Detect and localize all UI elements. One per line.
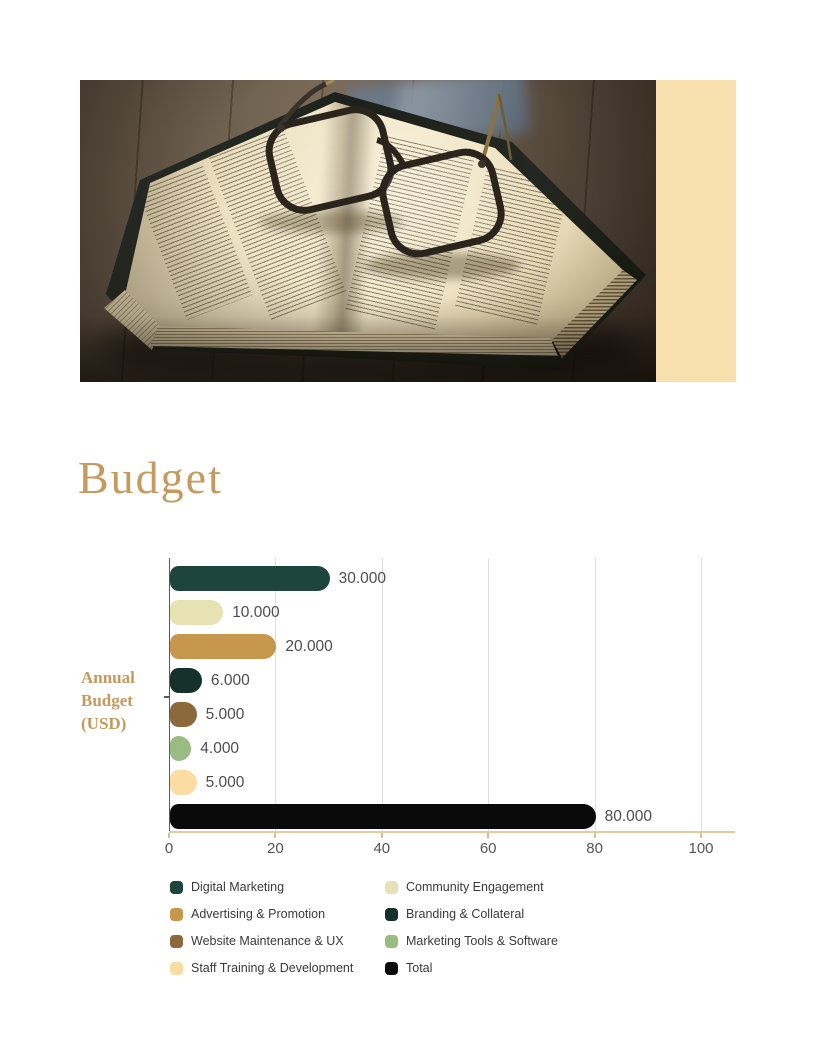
legend-label: Website Maintenance & UX xyxy=(191,934,344,948)
legend-swatch xyxy=(385,908,398,921)
x-tick-label: 60 xyxy=(479,840,497,857)
bar-value-label: 10.000 xyxy=(232,604,280,621)
legend-swatch xyxy=(385,962,398,975)
bar-branding-collateral xyxy=(170,668,202,693)
legend-item xyxy=(170,962,385,975)
y-axis-label-line: (USD) xyxy=(81,714,127,733)
x-tick-label: 40 xyxy=(373,840,391,857)
chart-legend xyxy=(170,881,558,975)
legend-swatch xyxy=(385,935,398,948)
legend-label: Branding & Collateral xyxy=(406,907,525,921)
accent-band xyxy=(656,80,736,382)
legend-item xyxy=(385,935,558,948)
bar-staff-training-development xyxy=(170,770,197,795)
legend-label: Staff Training & Development xyxy=(191,961,354,975)
x-tick-label: 80 xyxy=(586,840,603,857)
x-axis-tick xyxy=(700,833,702,838)
legend-item xyxy=(385,962,558,975)
y-axis-label-line: Annual xyxy=(81,668,135,687)
legend-swatch xyxy=(170,881,183,894)
bar-value-label: 5.000 xyxy=(205,774,245,791)
bar-row xyxy=(170,634,736,659)
x-tick-label: 100 xyxy=(688,840,714,857)
bar-value-label: 6.000 xyxy=(210,672,250,689)
hero-photo xyxy=(80,80,656,382)
legend-label: Total xyxy=(406,961,433,975)
x-axis-tick xyxy=(274,833,276,838)
bar-row xyxy=(170,770,736,795)
bar-value-label: 20.000 xyxy=(285,638,333,655)
y-axis-label xyxy=(81,666,176,735)
x-tick-label: 0 xyxy=(164,840,174,857)
x-axis-tick xyxy=(594,833,596,838)
legend-swatch xyxy=(170,935,183,948)
photo-vignette xyxy=(80,80,656,382)
legend-label: Advertising & Promotion xyxy=(191,907,326,921)
bar-marketing-tools-software xyxy=(170,736,191,761)
x-axis-line xyxy=(169,831,735,833)
bar-community-engagement xyxy=(170,600,223,625)
x-axis-tick xyxy=(487,833,489,838)
bar-row xyxy=(170,702,736,727)
page-title: Budget xyxy=(78,452,223,503)
y-axis-tick xyxy=(164,696,169,698)
bar-digital-marketing xyxy=(170,566,330,591)
bar-row xyxy=(170,804,736,829)
bar-row xyxy=(170,736,736,761)
legend-label: Community Engagement xyxy=(406,880,544,894)
bar-value-label: 4.000 xyxy=(200,740,240,757)
legend-label: Digital Marketing xyxy=(191,880,285,894)
legend-item xyxy=(385,881,558,894)
bar-value-label: 5.000 xyxy=(205,706,245,723)
legend-item xyxy=(170,881,385,894)
bar-total xyxy=(170,804,596,829)
legend-item xyxy=(385,908,558,921)
x-axis-tick-labels xyxy=(164,840,735,860)
legend-swatch xyxy=(385,881,398,894)
x-axis-tick xyxy=(168,833,170,838)
bar-value-label: 80.000 xyxy=(604,808,653,825)
x-axis-tick xyxy=(381,833,383,838)
legend-swatch xyxy=(170,962,183,975)
legend-swatch xyxy=(170,908,183,921)
legend-item xyxy=(170,908,385,921)
bar-row xyxy=(170,668,736,693)
bar-website-maintenance-ux xyxy=(170,702,197,727)
legend-item xyxy=(170,935,385,948)
bar-advertising-promotion xyxy=(170,634,276,659)
y-axis-label-line: Budget xyxy=(81,691,133,710)
legend-label: Marketing Tools & Software xyxy=(406,934,558,948)
x-tick-label: 20 xyxy=(267,840,284,857)
bar-value-label: 30.000 xyxy=(338,570,387,587)
bar-row xyxy=(170,600,736,625)
plot-area xyxy=(169,558,735,833)
bar-row xyxy=(170,566,736,591)
